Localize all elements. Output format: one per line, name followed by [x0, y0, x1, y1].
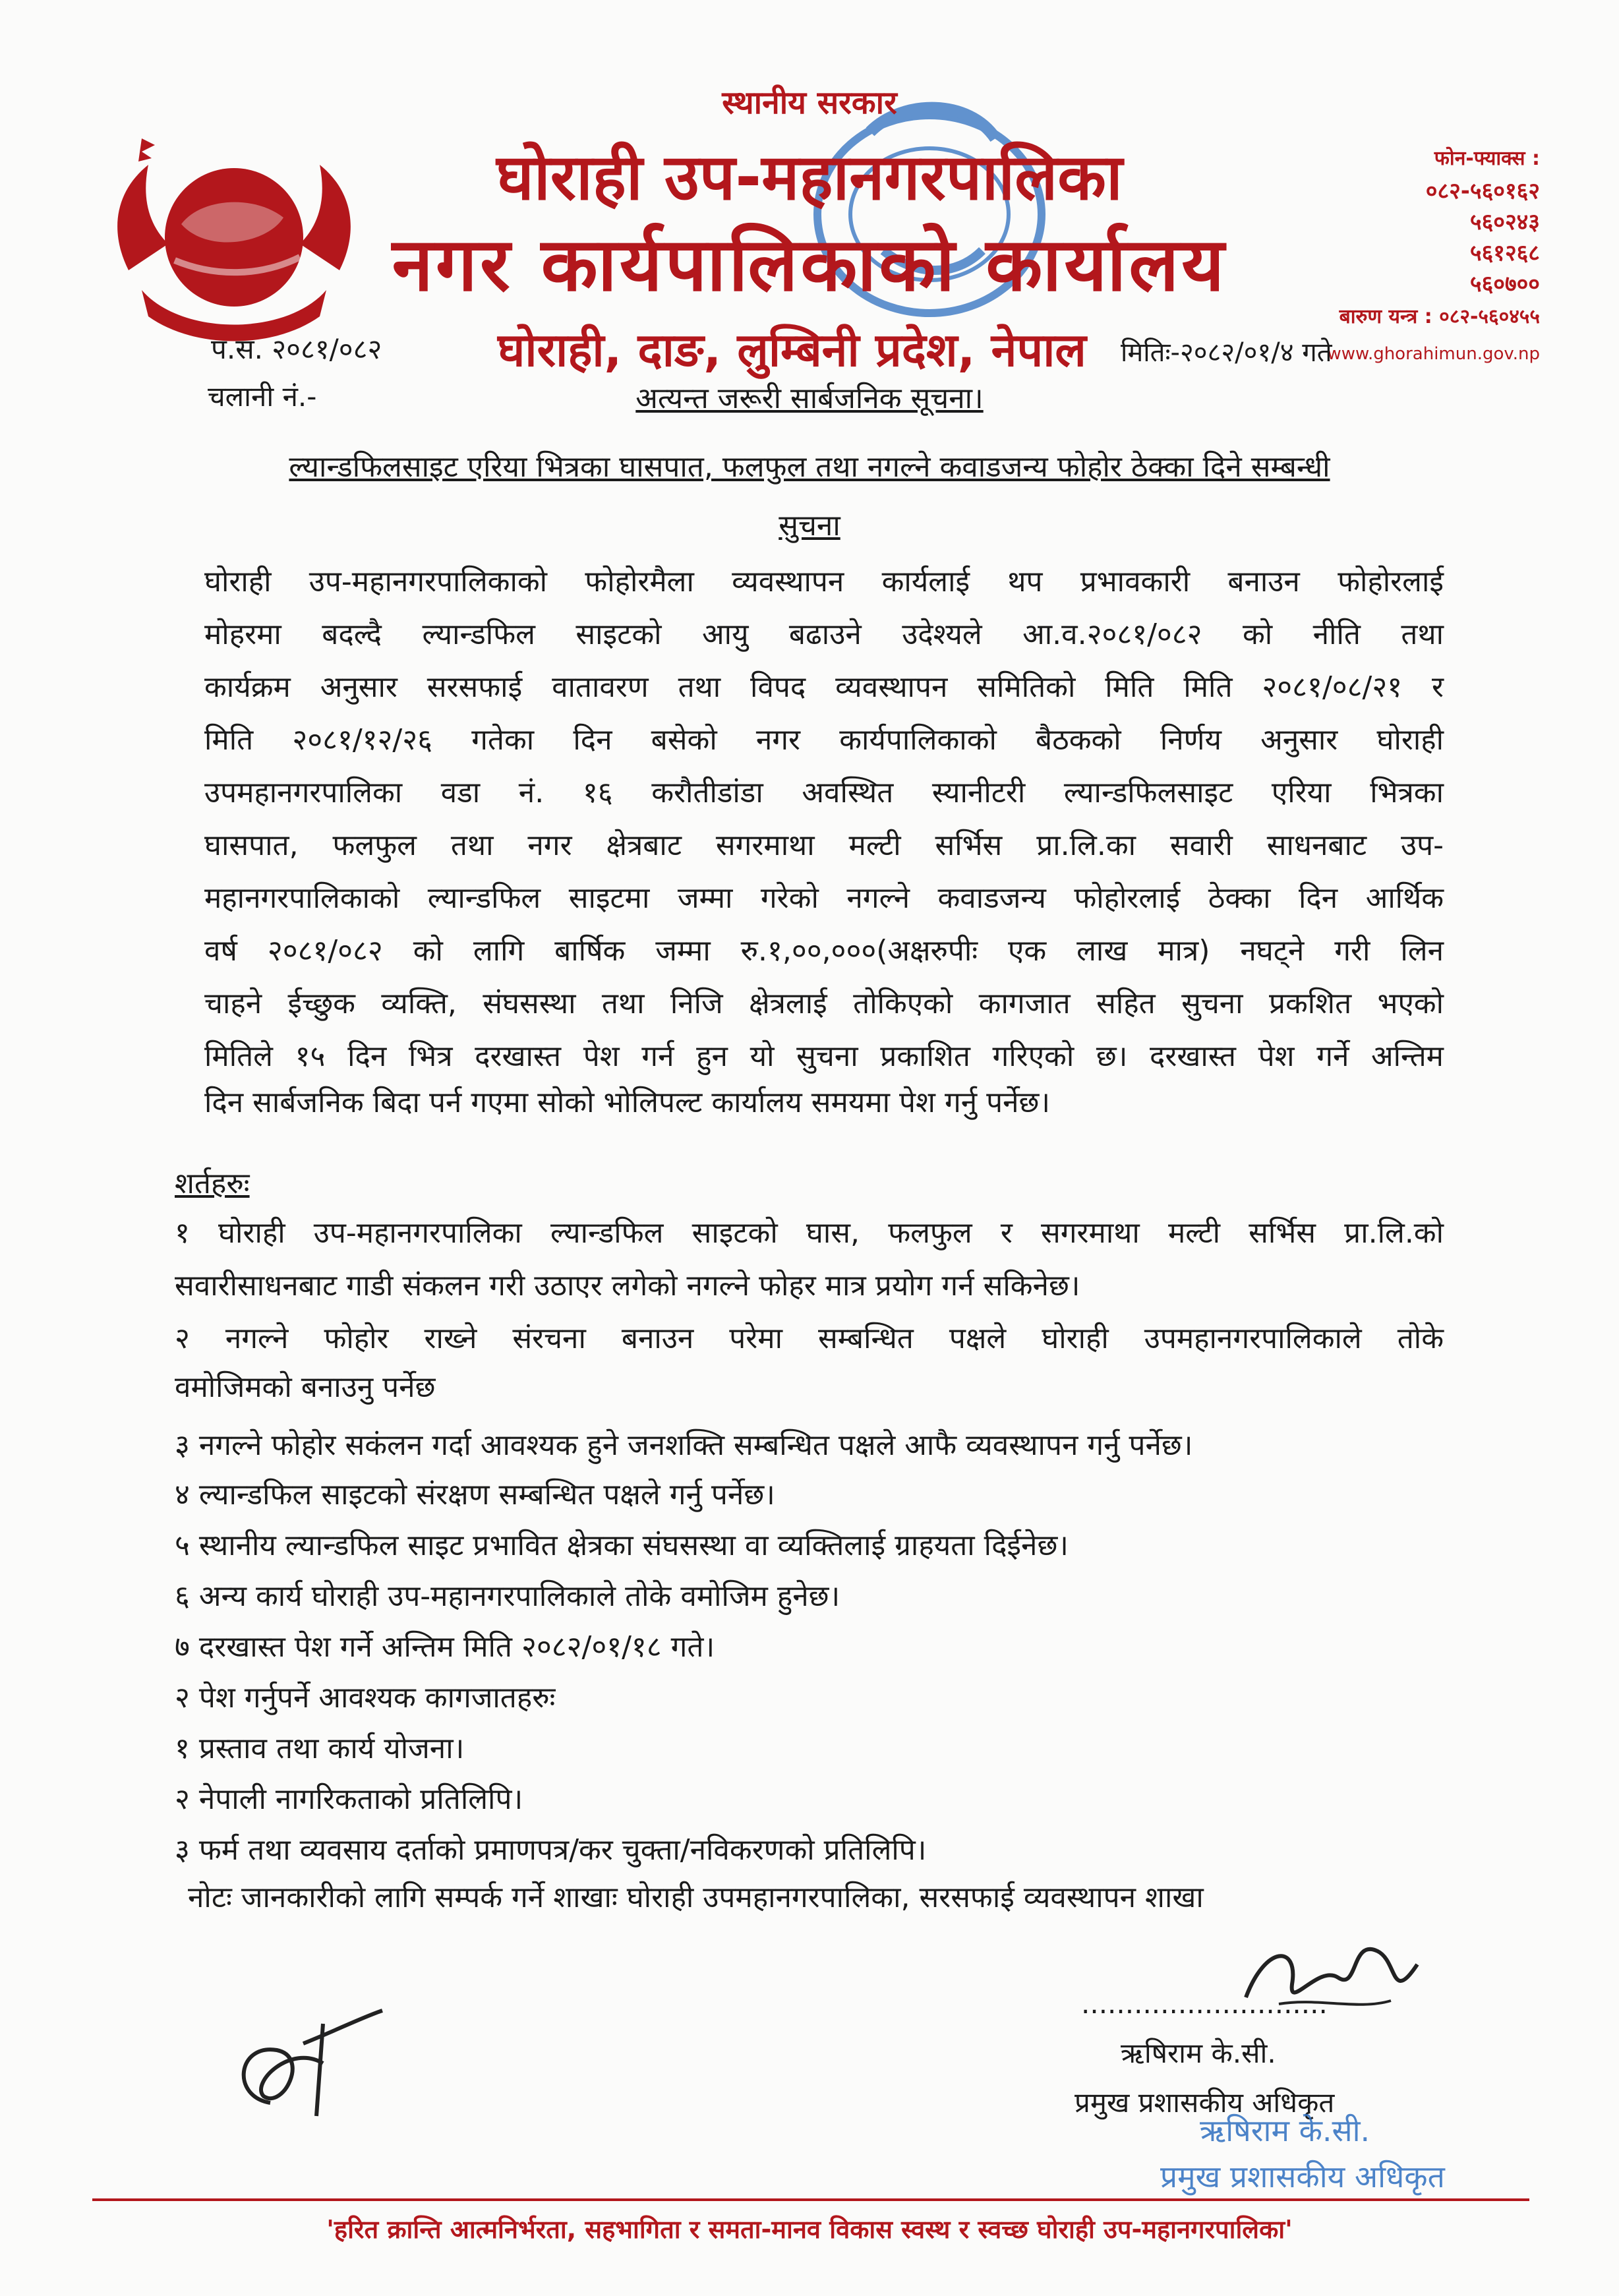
stamp-officer-name: ऋषिराम के.सी. — [1200, 2113, 1370, 2148]
office-title: नगर कार्यपालिकाको कार्यालय — [392, 222, 1227, 308]
body-line: घासपात, फलफुल तथा नगर क्षेत्रबाट सगरमाथा मल्टी सर्भिस प्रा.लि.का सवारी साधनबाट उप- — [204, 829, 1444, 862]
body-line: मितिले १५ दिन भित्र दरखास्त पेश गर्न हुन यो सुचना प्रकाशित गरिएको छ। दरखास्त पेश गर्ने अन्तिम — [204, 1040, 1444, 1073]
dispatch-number: चलानी नं.- — [208, 380, 317, 413]
officer-title: प्रमुख प्रशासकीय अधिकृत — [1074, 2086, 1335, 2119]
document-item: १ प्रस्ताव तथा कार्य योजना। — [175, 1732, 465, 1765]
phone-4: ५६०७०० — [1469, 271, 1540, 297]
body-line: मिति २०८१/१२/२६ गतेका दिन बसेको नगर कार्यपालिकाको बैठकको निर्णय अनुसार घोराही — [204, 723, 1444, 757]
officer-name: ऋषिराम के.सी. — [1121, 2037, 1276, 2069]
body-line: वर्ष २०८१/०८२ को लागि बार्षिक जम्मा रु.१,००,०००(अक्षरुपीः एक लाख मात्र) नघट्ने गरी लिन — [204, 934, 1444, 968]
condition-item: ४ ल्यान्डफिल साइटको संरक्षण सम्बन्धित पक्षले गर्नु पर्नेछ। — [175, 1478, 775, 1512]
stamp-officer-title: प्रमुख प्रशासकीय अधिकृत — [1160, 2159, 1445, 2194]
condition-item: २ नगल्ने फोहोर राख्ने संरचना बनाउन परेमा सम्बन्धित पक्षले घोराही उपमहानगरपालिकाले तोके — [175, 1322, 1444, 1355]
local-government-label: स्थानीय सरकार — [722, 84, 897, 121]
website: www.ghorahimun.gov.np — [1327, 344, 1540, 364]
signature-dots: ............................ — [1081, 1987, 1328, 2020]
documents-heading: २ पेश गर्नुपर्ने आवश्यक कागजातहरुः — [175, 1681, 556, 1715]
barun-number: बारुण यन्त्र : ०८२-५६०४५५ — [1339, 305, 1540, 328]
condition-item: ३ नगल्ने फोहोर सकंलन गर्दा आवश्यक हुने जनशक्ति सम्बन्धित पक्षले आफै व्यवस्थापन गर्नु पर्नेछ। — [175, 1428, 1193, 1462]
officer-signature-icon — [1226, 1925, 1437, 2037]
contact-note: नोटः जानकारीको लागि सम्पर्क गर्ने शाखाः घोराही उपमहानगरपालिका, सरसफाई व्यवस्थापन शाखा — [188, 1881, 1204, 1914]
fiscal-year: प.स. २०८१/०८२ — [211, 333, 382, 365]
body-line: मोहरमा बदल्दै ल्यान्डफिल साइटको आयु बढाउने उदेश्यले आ.व.२०८१/०८२ को नीति तथा — [204, 618, 1444, 651]
conditions-heading: शर्तहरुः — [175, 1167, 250, 1200]
phone-2: ५६०२४३ — [1469, 209, 1540, 235]
office-address: घोराही, दाङ, लुम्बिनी प्रदेश, नेपाल — [498, 323, 1086, 377]
document-item: ३ फर्म तथा व्यवसाय दर्ताको प्रमाणपत्र/कर चुक्ता/नविकरणको प्रतिलिपि। — [175, 1833, 927, 1867]
municipality-name: घोराही उप-महानगरपालिका — [496, 140, 1123, 214]
initial-signature-icon — [224, 2004, 396, 2123]
document-item: २ नेपाली नागरिकताको प्रतिलिपि। — [175, 1782, 523, 1816]
notice-subject: ल्यान्डफिलसाइट एरिया भित्रका घासपात, फलफुल तथा नगल्ने कवाडजन्य फोहोर ठेक्का दिने सम्बन्धी — [289, 450, 1330, 484]
body-line: दिन सार्बजनिक बिदा पर्न गएमा सोको भोलिपल्ट कार्यालय समयमा पेश गर्नु पर्नेछ। — [204, 1086, 1051, 1119]
phone-1: ०८२-५६०१६२ — [1425, 178, 1540, 204]
contact-label: फोन-फ्याक्स : — [1434, 147, 1540, 170]
phone-3: ५६१२६८ — [1469, 240, 1540, 266]
notice-title: अत्यन्त जरूरी सार्बजनिक सूचना। — [635, 382, 984, 415]
condition-item: सवारीसाधनबाट गाडी संकलन गरी उठाएर लगेको नगल्ने फोहर मात्र प्रयोग गर्न सकिनेछ। — [175, 1269, 1080, 1303]
condition-item: ५ स्थानीय ल्यान्डफिल साइट प्रभावित क्षेत्रका संघसस्था वा व्यक्तिलाई ग्राहयता दिईनेछ। — [175, 1529, 1069, 1562]
condition-item: ६ अन्य कार्य घोराही उप-महानगरपालिकाले तोके वमोजिम हुनेछ। — [175, 1579, 840, 1613]
body-line: घोराही उप-महानगरपालिकाको फोहोरमैला व्यवस्थापन कार्यलाई थप प्रभावकारी बनाउन फोहोरलाई — [204, 565, 1444, 599]
body-line: महानगरपालिकाको ल्यान्डफिल साइटमा जम्मा गरेको नगल्ने कवाडजन्य फोहोरलाई ठेक्का दिन आर्थिक — [204, 881, 1444, 915]
body-line: कार्यक्रम अनुसार सरसफाई वातावरण तथा विपद व्यवस्थापन समितिको मिति मिति २०८१/०८/२१ र — [204, 670, 1444, 704]
footer-motto: 'हरित क्रान्ति आत्मनिर्भरता, सहभागिता र समता-मानव विकास स्वस्थ र स्वच्छ घोराही उप-महानगरपालिका' — [326, 2215, 1293, 2244]
condition-item: १ घोराही उप-महानगरपालिका ल्यान्डफिल साइटको घास, फलफुल र सगरमाथा मल्टी सर्भिस प्रा.लि.को — [175, 1216, 1444, 1250]
condition-item: वमोजिमको बनाउनु पर्नेछ — [175, 1370, 436, 1404]
footer-divider — [92, 2198, 1529, 2201]
notice-label: सुचना — [779, 509, 840, 543]
notice-date: मितिः-२०८२/०१/४ गते — [1121, 338, 1332, 368]
body-line: उपमहानगरपालिका वडा नं. १६ करौतीडांडा अवस्थित स्यानीटरी ल्यान्डफिलसाइट एरिया भित्रका — [204, 776, 1444, 809]
condition-item: ७ दरखास्त पेश गर्ने अन्तिम मिति २०८२/०१/१८ गते। — [175, 1630, 715, 1664]
body-line: चाहने ईच्छुक व्यक्ति, संघसस्था तथा निजि क्षेत्रलाई तोकिएको कागजात सहित सुचना प्रकशित भएको — [204, 987, 1444, 1020]
